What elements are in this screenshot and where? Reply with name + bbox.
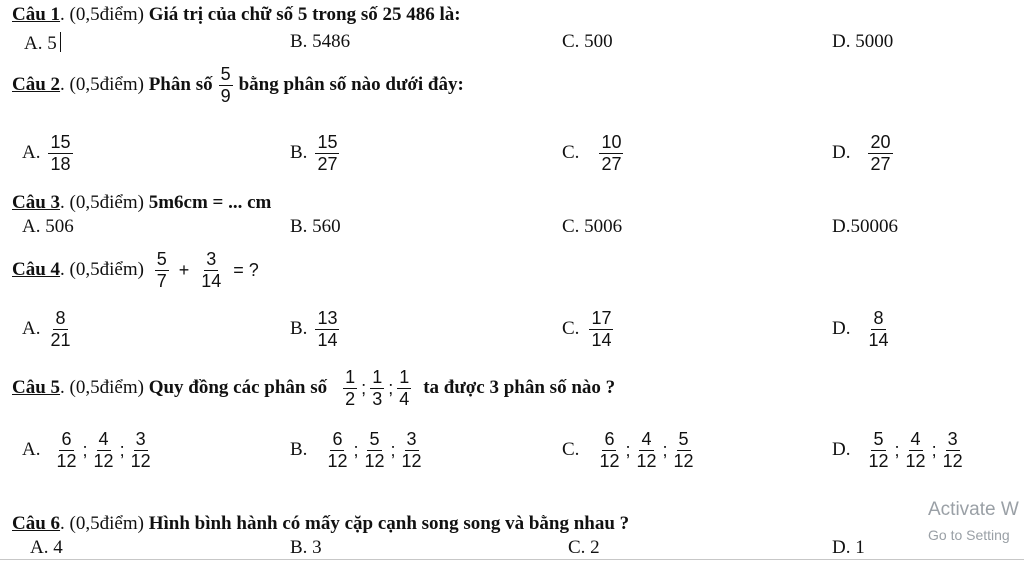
bottom-divider [0, 559, 1024, 560]
q1-option-b: B. 5486 [290, 31, 351, 52]
q4-option-c: C. $\frac{17}{14}$ [562, 308, 612, 350]
q5-option-d: D. $\frac{5}{12}$ ; $\frac{4}{12}$ ; $\frac{3}{12}$ [832, 429, 963, 471]
question-6-stem [12, 514, 629, 533]
text-cursor [60, 32, 62, 52]
q2-option-b: B. $\frac{15}{27}$ [290, 132, 338, 174]
question-3-stem [12, 193, 271, 212]
q5-option-b: B. $\frac{6}{12}$ ; $\frac{5}{12}$ ; $\frac{3}{12}$ [290, 429, 422, 471]
question-2-text-before: Phân số [148, 74, 213, 96]
question-3-text: 5m6cm = ... cm [148, 192, 272, 213]
activate-windows-subtitle[interactable]: Go to Setting [928, 527, 1010, 543]
question-5-label: Câu 5 [12, 377, 61, 399]
q5-option-c: C. $\frac{6}{12}$ ; $\frac{4}{12}$ ; $\frac{5}{12}$ [562, 429, 694, 471]
question-5-stem: Câu 5 . (0,5điểm) Quy đồng các phân số $\frac{1}{2}$ ; $\frac{1}{3}$ ; $\frac{1}{4}$ ta được 3 phân số nào ? [12, 367, 616, 409]
q2-option-a: A. $\frac{15}{18}$ [22, 132, 71, 174]
question-5-text-after: ta được 3 phân số nào ? [423, 377, 616, 399]
q1-option-d: D. 5000 [832, 31, 894, 52]
question-2-stem [12, 65, 464, 106]
q4-option-b: B. $\frac{13}{14}$ [290, 308, 338, 350]
activate-windows-title: Activate W [928, 499, 1019, 520]
q1-option-c: C. 500 [562, 31, 613, 52]
question-6-text: Hình bình hành có mấy cặp cạnh song song và bằng nhau ? [148, 513, 630, 534]
question-4-fraction-1: $\frac{5}{7}$ [156, 249, 167, 291]
question-1-label: Câu 1 [12, 4, 61, 25]
question-4-label: Câu 4 [12, 259, 61, 281]
question-4-stem [12, 250, 261, 291]
question-4-fraction-2: $\frac{3}{14}$ [201, 249, 222, 291]
question-1-text: Giá trị của chữ số 5 trong số 25 486 là: [148, 4, 461, 25]
q4-option-a: A. $\frac{8}{21}$ [22, 308, 71, 350]
q3-option-c: C. 5006 [562, 216, 623, 237]
q3-option-d: D.50006 [832, 216, 898, 237]
q3-option-a: A. 506 [22, 216, 74, 237]
question-5-text-before: Quy đồng các phân số [148, 377, 328, 399]
question-1-points: . (0,5điểm) [60, 4, 149, 25]
q4-option-d: D. $\frac{8}{14}$ [832, 308, 889, 350]
question-2-label: Câu 2 [12, 74, 61, 96]
question-2-fraction: $\frac{5}{9}$ [220, 64, 231, 106]
question-2-text-after: bằng phân số nào dưới đây: [238, 74, 464, 96]
question-6-points: . (0,5điểm) [60, 513, 149, 534]
question-5-points: . (0,5điểm) [60, 377, 149, 399]
question-3-points: . (0,5điểm) [60, 192, 149, 213]
question-3-label: Câu 3 [12, 192, 61, 213]
question-4-points: . (0,5điểm) [60, 259, 149, 281]
q6-option-a: A. 4 [30, 537, 63, 558]
question-6-label: Câu 6 [12, 513, 61, 534]
q6-option-d: D. 1 [832, 537, 865, 558]
equals-question: = ? [233, 259, 259, 280]
q2-option-c: C. $\frac{10}{27}$ [562, 132, 622, 174]
q6-option-b: B. 3 [290, 537, 322, 558]
question-5-fraction-1: $\frac{1}{2}$ [345, 367, 356, 409]
question-2-points: . (0,5điểm) [60, 74, 149, 96]
q3-option-b: B. 560 [290, 216, 341, 237]
q2-option-d: D. $\frac{20}{27}$ [832, 132, 891, 174]
q1-option-a: A. 5 [24, 32, 61, 53]
question-5-fraction-3: $\frac{1}{4}$ [399, 367, 410, 409]
plus-sign: + [178, 259, 190, 280]
question-5-fraction-2: $\frac{1}{3}$ [372, 367, 383, 409]
question-1-stem [12, 5, 461, 24]
q5-option-a: A. $\frac{6}{12}$ ; $\frac{4}{12}$ ; $\frac{3}{12}$ [22, 429, 151, 471]
q6-option-c: C. 2 [568, 537, 600, 558]
